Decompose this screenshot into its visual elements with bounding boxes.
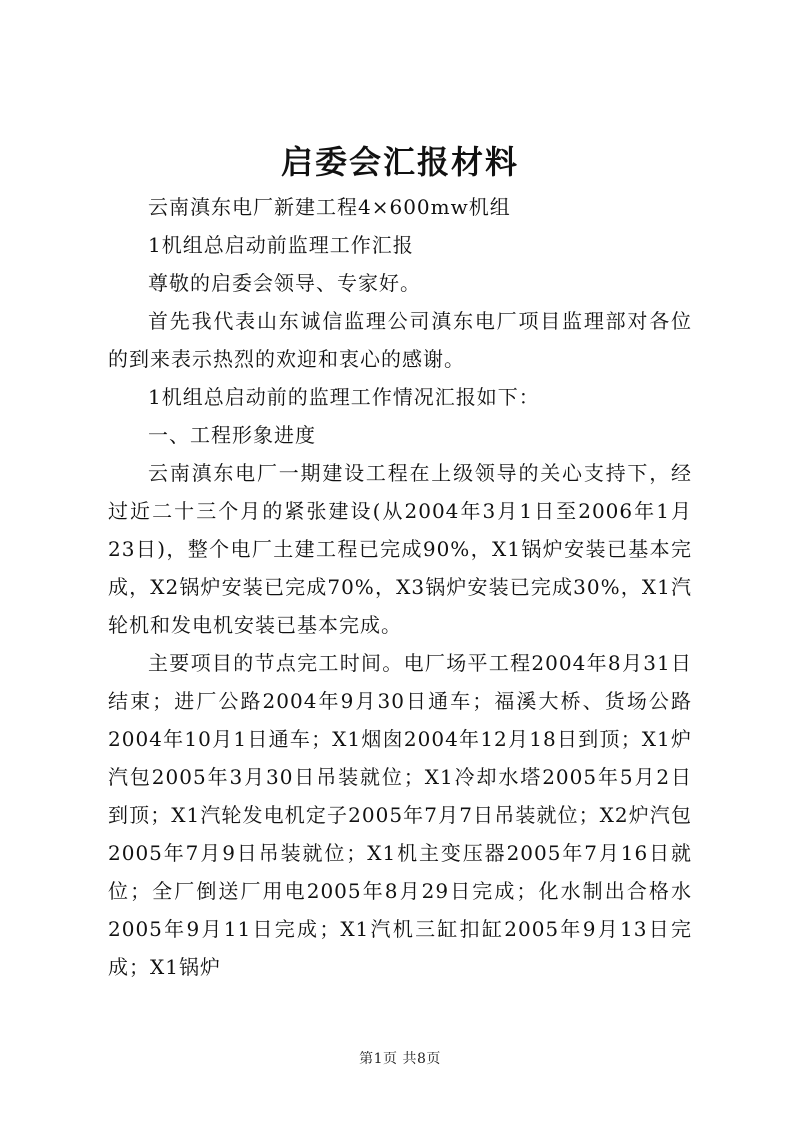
paragraph-progress-summary: 云南滇东电厂一期建设工程在上级领导的关心支持下，经过近二十三个月的紧张建设(从2004年3月1日至2006年1月23日)，整个电厂土建工程已完成90%，X1锅炉安装已基本完成，X2锅炉安装已完成70%，X3锅炉安装已完成30%，X1汽轮机和发电机安装已基本完成。 — [108, 461, 692, 637]
paragraph-welcome: 首先我代表山东诚信监理公司滇东电厂项目监理部对各位的到来表示热烈的欢迎和衷心的感谢。 — [108, 309, 692, 371]
page-title: 启委会汇报材料 — [280, 143, 519, 181]
paragraph-report-subtitle: 1机组总启动前监理工作汇报 — [148, 233, 414, 257]
page-footer: 第1页 共8页 — [359, 1051, 441, 1067]
paragraph-greeting: 尊敬的启委会领导、专家好。 — [148, 271, 421, 295]
paragraph-report-intro: 1机组总启动前的监理工作情况汇报如下： — [148, 385, 540, 409]
paragraph-milestones: 主要项目的节点完工时间。电厂场平工程2004年8月31日结束；进厂公路2004年9月30日通车；福溪大桥、货场公路2004年10月1日通车；X1烟囱2004年12月18日到顶；X1炉汽包2005年3月30日吊装就位；X1冷却水塔2005年5月2日到顶；X1汽轮发电机定子2005年7月7日吊装就位；X2炉汽包2005年7月9日吊装就位；X1机主变压器2005年7月16日就位；全厂倒送厂用电2005年8月29日完成；化水制出合格水2005年9月11日完成；X1汽机三缸扣缸2005年9月13日完成；X1锅炉 — [108, 651, 692, 979]
document-body — [108, 188, 692, 986]
section-heading-progress: 一、工程形象进度 — [148, 423, 316, 447]
paragraph-project-name: 云南滇东电厂新建工程4×600mw机组 — [148, 195, 511, 219]
